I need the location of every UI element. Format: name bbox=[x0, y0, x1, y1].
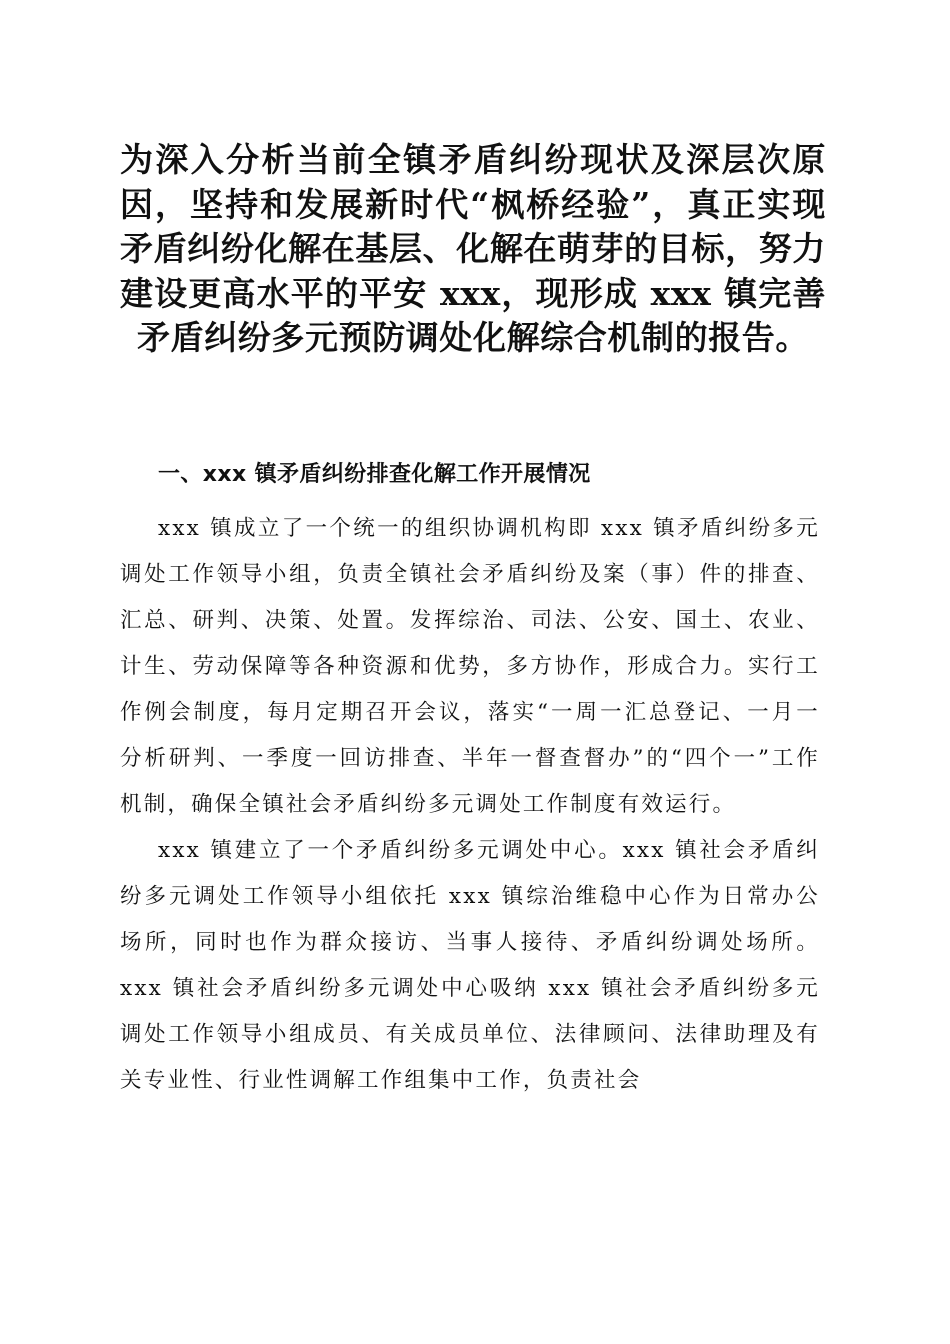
body-paragraph: xxx 镇成立了一个统一的组织协调机构即 xxx 镇矛盾纠纷多元调处工作领导小组，负责全镇社会矛盾纠纷及案（事）件的排查、汇总、研判、决策、处置。发挥综治、司法、公安、国土、农业、计生、劳动保障等各种资源和优势，多方协作，形成合力。实行工作例会制度，每月定期召开会议，落实“一周一汇总登记、一月一分析研判、一季度一回访排查、半年一督查督办”的“四个一”工作机制，确保全镇社会矛盾纠纷多元调处工作制度有效运行。 bbox=[120, 516, 820, 817]
document-title: 为深入分析当前全镇矛盾纠纷现状及深层次原因，坚持和发展新时代“枫桥经验”，真正实现矛盾纠纷化解在基层、化解在萌芽的目标，努力建设更高水平的平安 xxx，现形成 xxx 镇完善矛盾纠纷多元预防调处化解综合机制的报告。 bbox=[120, 140, 826, 357]
body-paragraph: xxx 镇建立了一个矛盾纠纷多元调处中心。xxx 镇社会矛盾纠纷多元调处工作领导小组依托 xxx 镇综治维稳中心作为日常办公场所，同时也作为群众接访、当事人接待、矛盾纠纷调处场所。xxx 镇社会矛盾纠纷多元调处中心吸纳 xxx 镇社会矛盾纠纷多元调处工作领导小组成员、有关成员单位、法律顾问、法律助理及有关专业性、行业性调解工作组集中工作，负责社会 bbox=[120, 838, 820, 1093]
document-body bbox=[120, 506, 820, 1104]
section-heading: 一、xxx 镇矛盾纠纷排查化解工作开展情况 bbox=[158, 462, 591, 487]
